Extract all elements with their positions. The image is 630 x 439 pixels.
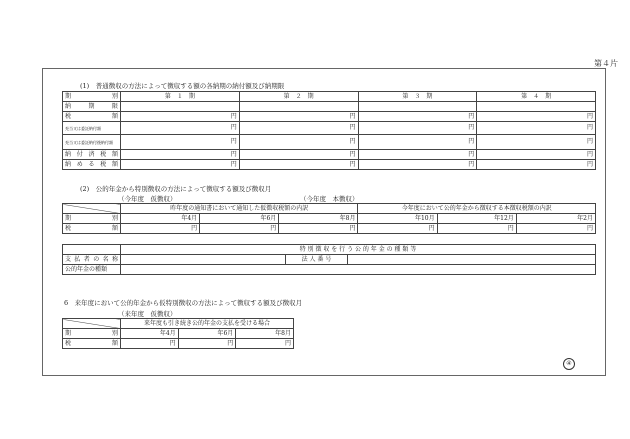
table-cell: 円 (358, 112, 477, 122)
table-cell: 円 (121, 150, 240, 160)
table-cell: 円 (121, 112, 240, 122)
tax-cell: 円 (516, 224, 595, 234)
tax-cell: 円 (437, 224, 516, 234)
table-cell: 円 (358, 122, 477, 135)
table-cell: 円 (358, 150, 477, 160)
table-cell: 円 (239, 160, 358, 170)
period-label: 期 別 (63, 214, 121, 224)
period-3: 第 ３ 期 (358, 92, 477, 102)
month-cell: 年6月 (200, 214, 279, 224)
table-cell: 円 (121, 160, 240, 170)
provisional-header: 昨年度の通知書において通知した仮徴収税額の内訳 (121, 204, 358, 214)
pension-type-value (121, 265, 596, 275)
month-cell: 年2月 (516, 214, 595, 224)
section6-title: 6 来年度において公的年金から仮特別徴収の方法によって徴収する額及び徴収月 (64, 299, 303, 307)
table-cell (239, 102, 358, 112)
blank-cell (63, 245, 121, 255)
section1-title: (1) 普通徴収の方法によって徴収する額の各納期の納付額及び納期限 (80, 82, 285, 90)
table-cell (121, 102, 240, 112)
section6-sub: （来年度 仮徴収） (118, 310, 177, 318)
table-cell: 円 (121, 135, 240, 150)
row-label: 税 額 (63, 112, 121, 122)
table-cell (358, 102, 477, 112)
table-cell: 円 (477, 160, 596, 170)
table-cell: 円 (239, 135, 358, 150)
table-cell: 円 (358, 160, 477, 170)
tax-cell: 円 (178, 339, 236, 349)
corner-cell (63, 204, 121, 214)
row-label: 充当又は委託納付後納付額 (63, 135, 121, 150)
period-2: 第 ２ 期 (239, 92, 358, 102)
table-cell: 円 (239, 122, 358, 135)
section2-title: (2) 公的年金から特別徴収の方法によって徴収する額及び徴収月 (80, 185, 272, 193)
row-label: 納付済税額 (63, 150, 121, 160)
section2-sub-left: （今年度 仮徴収） (118, 195, 177, 203)
period-label: 期 別 (63, 329, 121, 339)
month-cell: 年8月 (236, 329, 294, 339)
table-row (63, 92, 596, 102)
month-cell: 年10月 (358, 214, 437, 224)
table-row (63, 265, 596, 275)
table-cell: 円 (477, 112, 596, 122)
page-number: 第４片 (594, 59, 618, 68)
row-label: 充当又は委託納付額 (63, 122, 121, 135)
tax-cell: 円 (358, 224, 437, 234)
table-row (63, 329, 294, 339)
table-row (63, 204, 596, 214)
table-cell: 円 (121, 122, 240, 135)
table-row (63, 255, 596, 265)
row-label: 納める税額 (63, 160, 121, 170)
pension-tax-table (62, 203, 596, 234)
table-row (63, 319, 294, 329)
month-cell: 年12月 (437, 214, 516, 224)
table-row (63, 224, 596, 234)
table-cell: 円 (477, 150, 596, 160)
table-cell (477, 102, 596, 112)
period-header-label: 期 別 (63, 92, 121, 102)
table-row (63, 135, 596, 150)
payer-value (121, 255, 286, 265)
next-year-header: 来年度も引き続き公的年金の支払を受ける場合 (121, 319, 294, 329)
period-1: 第 １ 期 (121, 92, 240, 102)
month-cell: 年4月 (121, 214, 200, 224)
main-header: 今年度において公的年金から徴収する本徴収税額の内訳 (358, 204, 596, 214)
tax-cell: 円 (236, 339, 294, 349)
pension-type-table (62, 244, 596, 275)
table-cell: 円 (239, 150, 358, 160)
table-row (63, 214, 596, 224)
row-label: 納 期 限 (63, 102, 121, 112)
tax-label: 税 額 (63, 339, 121, 349)
table-row (63, 160, 596, 170)
installment-table (62, 91, 596, 170)
footer-mark: ④ (563, 358, 575, 370)
table-row (63, 102, 596, 112)
corp-number-label: 法 人 番 号 (286, 255, 348, 265)
month-cell: 年6月 (178, 329, 236, 339)
table-cell: 円 (477, 122, 596, 135)
month-cell: 年4月 (121, 329, 179, 339)
tax-cell: 円 (200, 224, 279, 234)
pension-header: 特 別 徴 収 を 行 う 公 的 年 金 の 種 類 等 (121, 245, 596, 255)
table-row (63, 245, 596, 255)
month-cell: 年8月 (279, 214, 358, 224)
tax-cell: 円 (121, 224, 200, 234)
corner-cell (63, 319, 121, 329)
period-4: 第 ４ 期 (477, 92, 596, 102)
tax-cell: 円 (121, 339, 179, 349)
next-year-table (62, 318, 294, 349)
table-cell: 円 (239, 112, 358, 122)
table-row (63, 150, 596, 160)
table-row (63, 122, 596, 135)
table-row (63, 112, 596, 122)
corp-number-value (348, 255, 596, 265)
payer-label: 支払者の名称 (63, 255, 121, 265)
pension-type-label: 公的年金の種類 (63, 265, 121, 275)
table-row (63, 339, 294, 349)
tax-label: 税 額 (63, 224, 121, 234)
table-cell: 円 (477, 135, 596, 150)
tax-cell: 円 (279, 224, 358, 234)
section2-sub-right: （今年度 本徴収） (300, 195, 359, 203)
table-cell: 円 (358, 135, 477, 150)
